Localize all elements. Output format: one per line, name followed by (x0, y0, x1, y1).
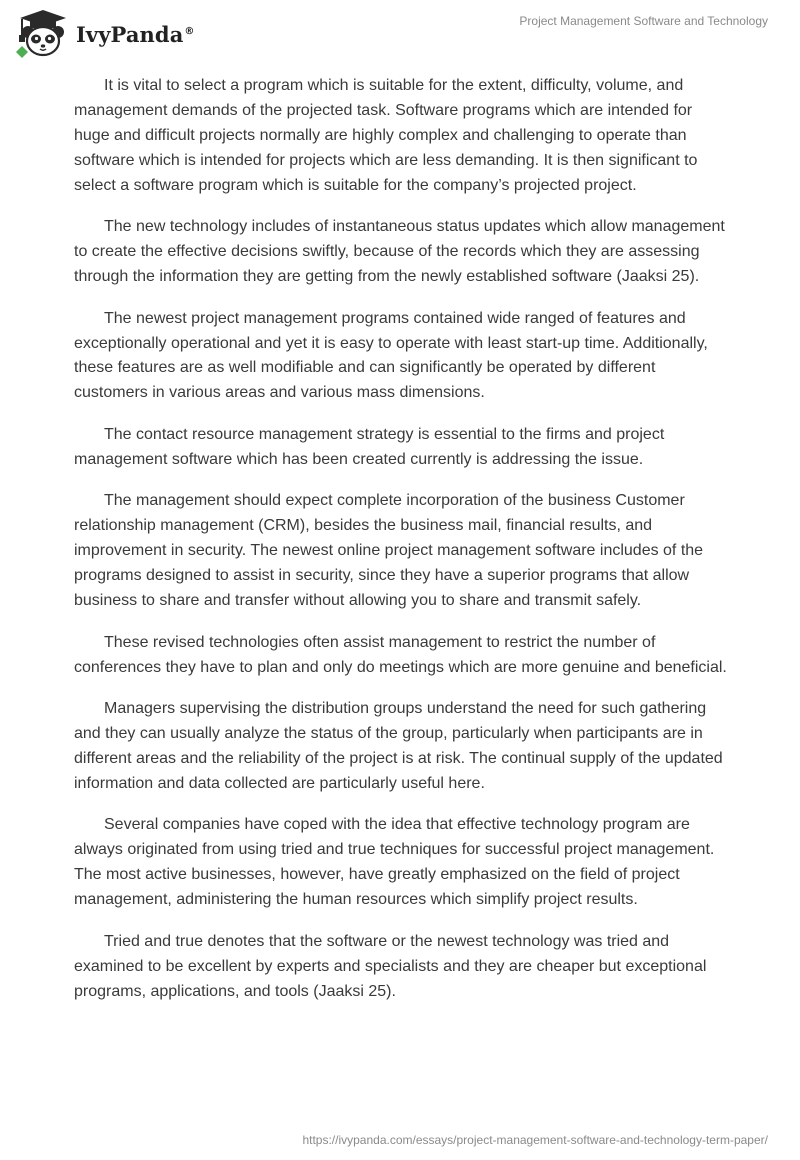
paragraph: It is vital to select a program which is suitable for the extent, difficulty, volume, and management demands of the projected task. Software programs which are intended for huge and difficult projects normally are highly complex and challenging to operate than software which is intended for projects which are less demanding. It is then significant to select a software program which is suitable for the company’s projected project. (74, 77, 698, 194)
paragraph: Managers supervising the distribution groups understand the need for such gathering and they can usually analyze the status of the group, particularly when participants are in different areas and the reliability of the project is at risk. The continual supply of the updated information and data collected are particularly useful here. (74, 700, 723, 792)
paragraph: The management should expect complete incorporation of the business Customer relationship management (CRM), besides the business mail, financial results, and improvement in security. The newest online project management software includes of the programs designed to assist in security, since they have a superior programs that allow business to share and transfer without allowing you to share and transmit safely. (74, 492, 704, 610)
page-header (0, 0, 800, 70)
paragraph: These revised technologies often assist management to restrict the number of conferences they have to plan and only do meetings which are more genuine and beneficial. (74, 633, 727, 676)
paragraph: The newest project management programs contained wide ranged of features and exceptionally operational and yet it is easy to operate with least start-up time. Additionally, these features are as well modifiable and can significantly be operated by different customers in various areas and various mass dimensions. (74, 309, 708, 402)
paragraph: The new technology includes of instantaneous status updates which allow management to create the effective decisions swiftly, because of the records which they are assessing through the information they are getting from the newly established software (Jaaksi 25). (74, 218, 725, 286)
registered-mark: ® (184, 25, 195, 37)
ivypanda-logo[interactable] (14, 8, 195, 60)
panda-graduate-icon (14, 8, 72, 60)
brand-name: IvyPanda® (76, 21, 195, 47)
document-title: Project Management Software and Technology (519, 14, 768, 28)
paragraph: Several companies have coped with the idea that effective technology program are always originated from using tried and true techniques for successful project management. The most active businesses, however, have greatly emphasized on the field of project management, administering the human resources which simplify project results. (74, 816, 715, 909)
essay-body (74, 74, 730, 1021)
source-url[interactable]: https://ivypanda.com/essays/project-management-software-and-technology-term-paper/ (302, 1133, 768, 1147)
paragraph: Tried and true denotes that the software or the newest technology was tried and examined to be excellent by experts and specialists and they are cheaper but exceptional programs, applications, and tools (Jaaksi 25). (74, 932, 707, 1000)
paragraph: The contact resource management strategy is essential to the firms and project management software which has been created currently is addressing the issue. (74, 425, 665, 468)
